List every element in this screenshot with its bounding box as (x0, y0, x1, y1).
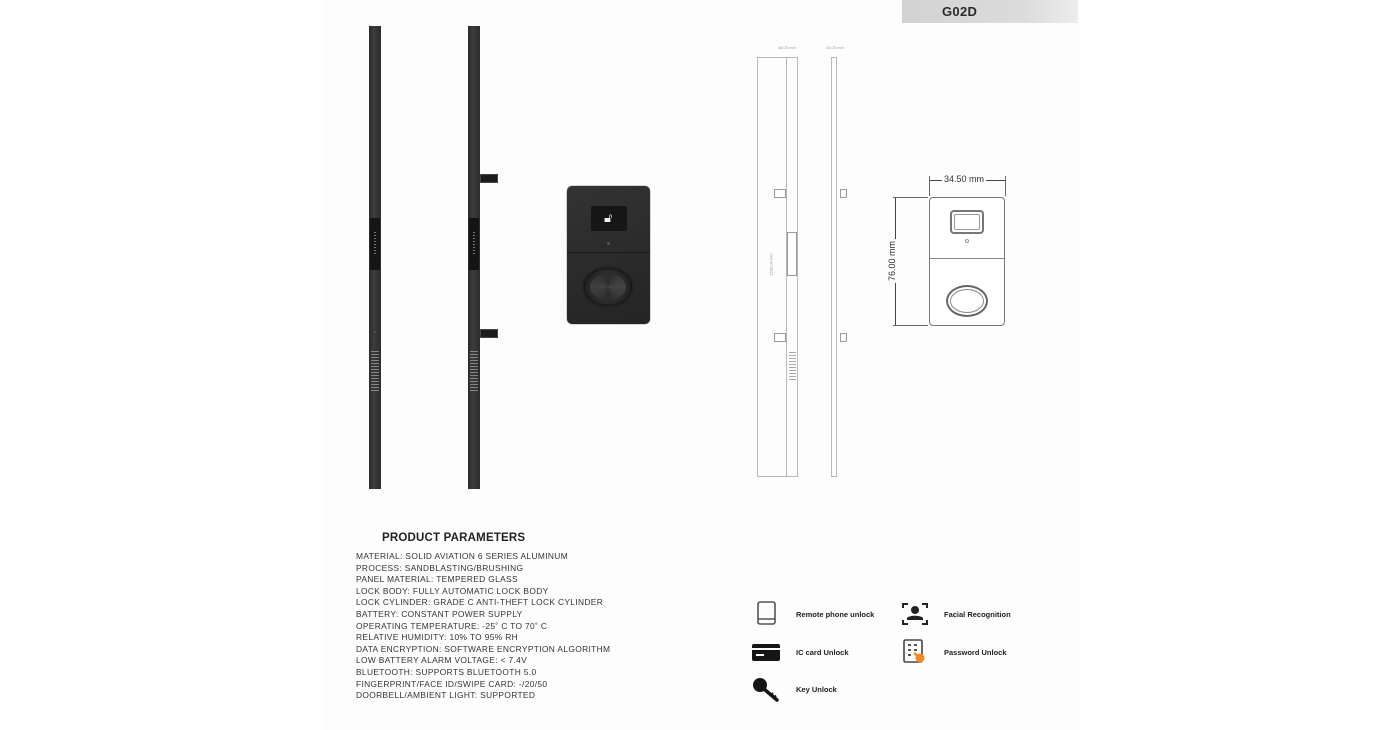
drawing-led (965, 239, 969, 243)
panel-divider (567, 252, 650, 253)
parameter-item: FINGERPRINT/FACE ID/SWIPE CARD: -/20/50 (356, 678, 548, 689)
drawing-bracket (774, 333, 786, 342)
panel-screen (591, 206, 627, 231)
bar-display (469, 218, 479, 270)
length-label: 1500.00 mm (768, 253, 774, 276)
face-scan-icon (900, 601, 930, 627)
parameter-item: MATERIAL: SOLID AVIATION 6 SERIES ALUMINUM (356, 551, 569, 561)
model-label: G02D (942, 4, 978, 19)
parameter-item: OPERATING TEMPERATURE: -25˚ C TO 70˚ C (356, 620, 548, 631)
front-panel-image (567, 186, 650, 324)
height-dimension: 76.00 mm (887, 240, 898, 282)
fingerprint-knob (584, 268, 632, 306)
dim-label-top-1: 48.00 mm (778, 45, 796, 50)
drawing-display (787, 232, 797, 276)
mount-bracket-top (480, 174, 498, 183)
lock-open-icon: 🔓︎ (604, 210, 613, 225)
bar-grip (371, 351, 379, 391)
drawing-screen (950, 210, 984, 234)
feature-remote-phone (752, 601, 874, 627)
drawing-grip (789, 352, 796, 382)
feature-label: Facial Recognition (944, 609, 1011, 619)
parameter-item: RELATIVE HUMIDITY: 10% TO 95% RH (356, 632, 518, 643)
parameter-item: LOCK CYLINDER: GRADE C ANTI-THEFT LOCK CYLINDER (356, 597, 604, 608)
feature-label: Key Unlock (796, 684, 837, 694)
phone-icon (752, 601, 782, 627)
feature-key (752, 676, 837, 702)
bar-display (370, 218, 380, 270)
bar-sensor (374, 331, 376, 333)
panel-led (607, 242, 610, 245)
parameter-item: PANEL MATERIAL: TEMPERED GLASS (356, 574, 518, 585)
parameter-item: LOCK BODY: FULLY AUTOMATIC LOCK BODY (356, 585, 549, 596)
feature-facial-recognition (900, 601, 1011, 627)
parameters-title: PRODUCT PARAMETERS (382, 532, 526, 544)
width-dimension: 34.50 mm (944, 174, 985, 184)
drawing-divider (930, 258, 1004, 259)
feature-label: IC card Unlock (796, 647, 849, 657)
parameter-item: LOW BATTERY ALARM VOLTAGE: < 7.4V (356, 655, 528, 666)
feature-label: Password Unlock (944, 647, 1007, 657)
key-icon (752, 676, 782, 702)
drawing-bracket (840, 333, 847, 342)
feature-ic-card (752, 639, 849, 665)
drawing-fingerprint (946, 285, 988, 317)
parameter-item: BATTERY: CONSTANT POWER SUPPLY (356, 608, 523, 619)
parameter-item: DOORBELL/AMBIENT LIGHT: SUPPORTED (356, 690, 536, 701)
parameter-item: DATA ENCRYPTION: SOFTWARE ENCRYPTION ALGORITHM (356, 643, 611, 654)
product-bar-side-view (369, 26, 381, 489)
parameter-item: PROCESS: SANDBLASTING/BRUSHING (356, 562, 524, 573)
feature-label: Remote phone unlock (796, 609, 875, 619)
card-icon (752, 639, 782, 665)
drawing-bracket (774, 189, 786, 198)
parameters-list (356, 551, 610, 702)
drawing-bracket (840, 189, 847, 198)
bar-grip (470, 351, 478, 391)
model-tab (902, 0, 1078, 23)
parameter-item: BLUETOOTH: SUPPORTS BLUETOOTH 5.0 (356, 666, 537, 677)
product-bar-bracket-view (468, 26, 480, 489)
drawing-front-panel (929, 197, 1005, 326)
feature-password (900, 639, 1007, 665)
keypad-icon (900, 639, 930, 665)
mount-bracket-bottom (480, 329, 498, 338)
dim-label-top-2: 24.00 mm (826, 45, 844, 50)
